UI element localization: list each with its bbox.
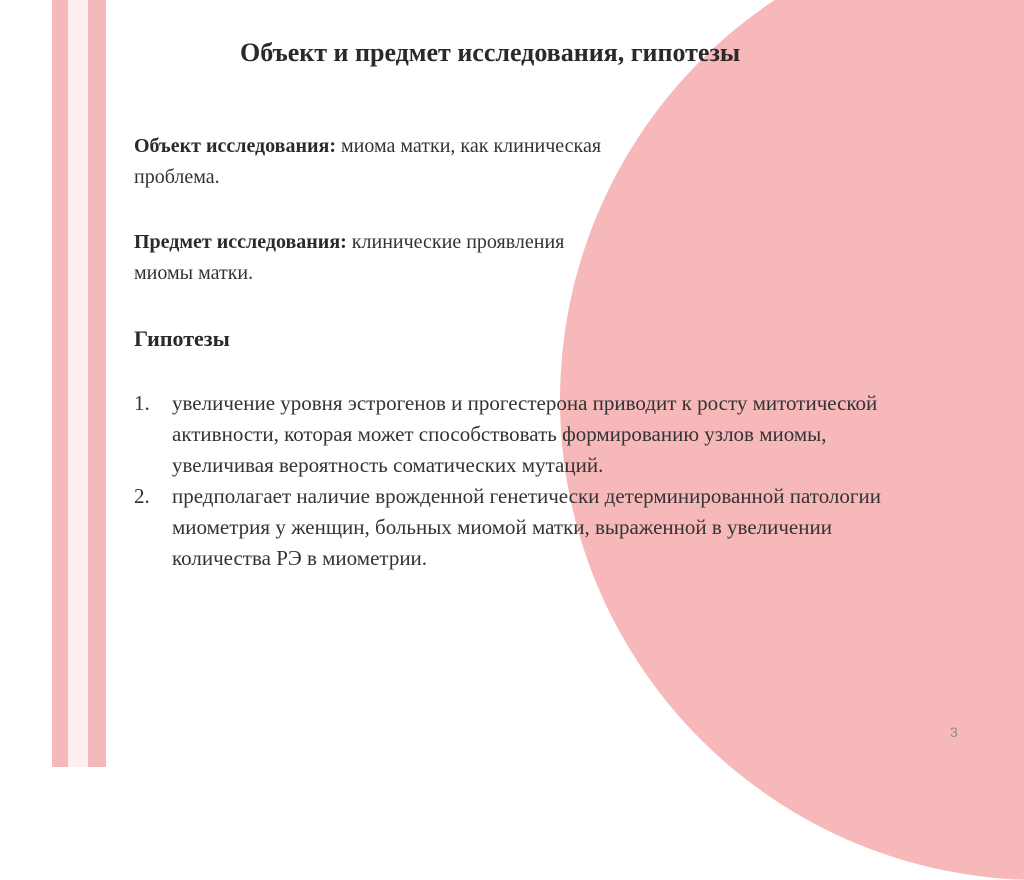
decor-stripe-middle [68, 0, 88, 767]
page-number: 3 [950, 724, 958, 740]
decor-stripe-left [52, 0, 68, 767]
list-item-text: предполагает наличие врожденной генетически детерминированной патологии миометрия у женщин, больных миомой матки, выраженной в увеличении количества РЭ в миометрии. [172, 484, 881, 570]
list-item-number: 2. [134, 484, 150, 508]
slide-title: Объект и предмет исследования, гипотезы [240, 38, 741, 67]
list-item [134, 388, 894, 481]
subject-paragraph [134, 227, 614, 289]
hypotheses-heading: Гипотезы [134, 326, 230, 351]
subject-label: Предмет исследования: [134, 231, 347, 253]
hypotheses-list [134, 388, 894, 574]
list-item-text: увеличение уровня эстрогенов и прогестерона приводит к росту митотической активности, которая может способствовать формированию узлов миомы, увеличивая вероятность соматических мутаций. [172, 391, 878, 477]
subject-text: клинические проявления миомы матки. [134, 231, 565, 284]
list-item-number: 1. [134, 391, 150, 415]
object-label: Объект исследования: [134, 135, 337, 157]
object-text: миома матки, как клиническая проблема. [134, 135, 602, 188]
object-paragraph [134, 131, 614, 193]
decor-stripe-right [88, 0, 106, 767]
list-item [134, 481, 894, 574]
